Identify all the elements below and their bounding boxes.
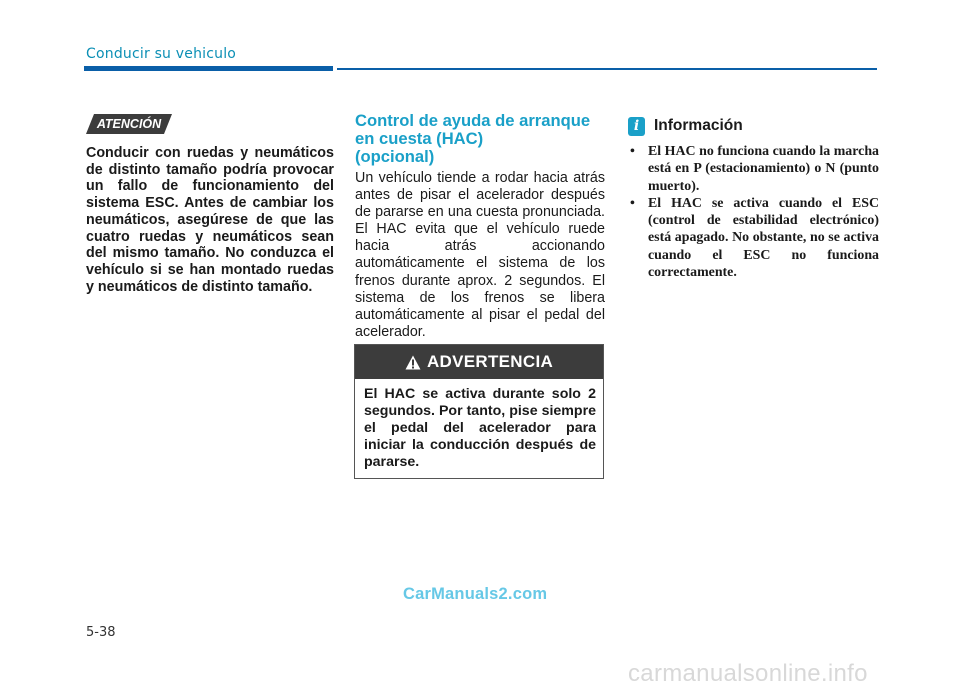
info-icon: i (628, 117, 645, 136)
info-heading (628, 116, 743, 136)
hac-heading-line1: Control de ayuda de arranque (355, 111, 591, 130)
watermark-link[interactable]: CarManuals2.com (403, 585, 548, 603)
info-item-text: El HAC no funciona cuando la marcha está en P (estacionamiento) o N (punto muerto). (648, 144, 879, 194)
page-number: 5-38 (86, 625, 116, 640)
list-item (630, 143, 879, 195)
hac-body: Un vehículo tiende a rodar hacia atrás antes de pisar el acelerador después de pararse en una cuesta pronunciada. El HAC evita que el vehículo ruede hacia atrás accionando automáticamente el sistema de los frenos durante aprox. 2 segundos. El sistema de los frenos se libera automáticamente al pisar el pedal del acelerador. (355, 170, 605, 340)
caution-text: Conducir con ruedas y neumáticos de distinto tamaño podría provocar un fallo de funcionamiento del sistema ESC. Antes de cambiar los neumáticos, asegúrese de que las cuatro ruedas y neumáticos sean del mismo tamaño. No conduzca el vehículo si se han montado ruedas y neumáticos de distinto tamaño. (86, 145, 334, 295)
header-rule-thin (337, 68, 877, 70)
warning-triangle-icon (405, 355, 421, 370)
warning-text: El HAC se activa durante solo 2 segundos. Por tanto, pise siempre el pedal del acelerador para iniciar la conducción después de pararse. (364, 386, 596, 470)
hac-heading-line2: en cuesta (HAC) (355, 129, 484, 148)
hac-heading (355, 112, 610, 166)
list-item (630, 195, 879, 281)
bullet: • (630, 144, 635, 159)
info-list (630, 143, 879, 281)
warning-box (354, 344, 604, 479)
warning-header (355, 345, 603, 379)
header-rule-thick (84, 66, 333, 71)
footer-site: carmanualsonline.info (628, 660, 868, 687)
info-title: Información (654, 117, 743, 134)
section-title: Conducir su vehiculo (86, 46, 237, 62)
info-item-text: El HAC se activa cuando el ESC (control de estabilidad electrónico) está apagado. No obstante, no se activa cuando el ESC no funciona correctamente. (648, 195, 879, 281)
warning-label: ADVERTENCIA (426, 352, 554, 371)
bullet: • (630, 195, 635, 211)
hac-heading-line3: (opcional) (355, 147, 435, 166)
caution-label: ATENCIÓN (96, 117, 162, 131)
caution-badge (86, 114, 172, 134)
